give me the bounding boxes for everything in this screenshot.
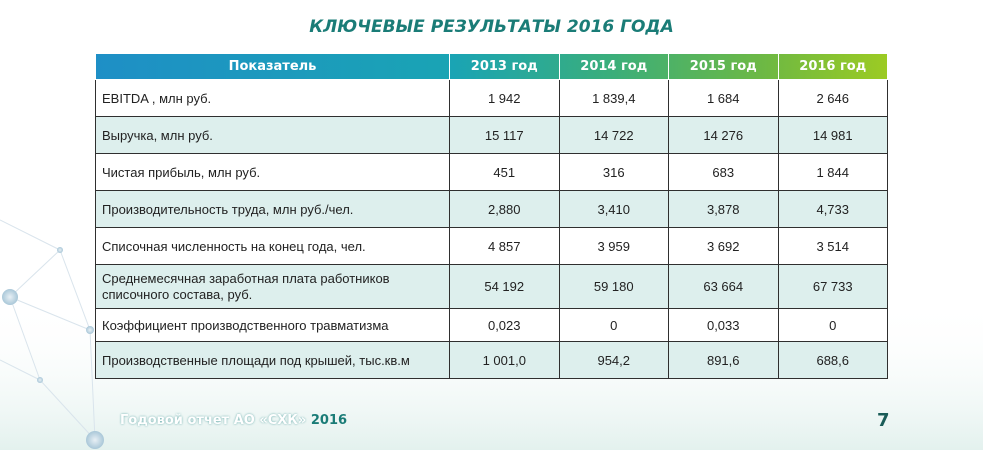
- cell-value: 2 646: [778, 80, 888, 117]
- cell-value: 0: [778, 309, 888, 342]
- row-label: Производственные площади под крышей, тыс.кв.м: [96, 342, 450, 379]
- cell-value: 1 844: [778, 154, 888, 191]
- header-2014: 2014 год: [559, 54, 669, 80]
- table-row: [96, 154, 888, 191]
- cell-value: 451: [450, 154, 560, 191]
- cell-value: 59 180: [559, 265, 669, 309]
- cell-value: 14 276: [669, 117, 779, 154]
- row-label: Списочная численность на конец года, чел.: [96, 228, 450, 265]
- table-row: [96, 117, 888, 154]
- table-row: [96, 80, 888, 117]
- footer-report-title: [120, 413, 347, 428]
- row-label: Среднемесячная заработная плата работников списочного состава, руб.: [96, 265, 450, 309]
- cell-value: 891,6: [669, 342, 779, 379]
- cell-value: 3,410: [559, 191, 669, 228]
- cell-value: 14 981: [778, 117, 888, 154]
- cell-value: 1 684: [669, 80, 779, 117]
- cell-value: 954,2: [559, 342, 669, 379]
- cell-value: 3,878: [669, 191, 779, 228]
- cell-value: 54 192: [450, 265, 560, 309]
- header-2015: 2015 год: [669, 54, 779, 80]
- cell-value: 683: [669, 154, 779, 191]
- network-node: [37, 377, 43, 383]
- cell-value: 688,6: [778, 342, 888, 379]
- cell-value: 3 514: [778, 228, 888, 265]
- network-node: [86, 431, 104, 449]
- row-label: Коэффициент производственного травматизма: [96, 309, 450, 342]
- row-label: Производительность труда, млн руб./чел.: [96, 191, 450, 228]
- cell-value: 4 857: [450, 228, 560, 265]
- footer-year: 2016: [310, 413, 348, 428]
- network-node: [57, 247, 63, 253]
- cell-value: 4,733: [778, 191, 888, 228]
- table-row: [96, 342, 888, 379]
- footer-text: Годовой отчет АО «СХК»: [120, 413, 307, 428]
- cell-value: 1 942: [450, 80, 560, 117]
- page-number: 7: [877, 410, 890, 431]
- header-indicator: Показатель: [96, 54, 450, 80]
- page-title: КЛЮЧЕВЫЕ РЕЗУЛЬТАТЫ 2016 ГОДА: [309, 17, 674, 37]
- key-results-table: [95, 53, 888, 379]
- cell-value: 0,033: [669, 309, 779, 342]
- header-2013: 2013 год: [450, 54, 560, 80]
- cell-value: 15 117: [450, 117, 560, 154]
- cell-value: 1 001,0: [450, 342, 560, 379]
- cell-value: 1 839,4: [559, 80, 669, 117]
- network-node: [86, 326, 94, 334]
- cell-value: 67 733: [778, 265, 888, 309]
- cell-value: 0,023: [450, 309, 560, 342]
- cell-value: 316: [559, 154, 669, 191]
- cell-value: 0: [559, 309, 669, 342]
- network-node: [2, 289, 18, 305]
- cell-value: 3 692: [669, 228, 779, 265]
- cell-value: 63 664: [669, 265, 779, 309]
- table-header-row: [96, 54, 888, 80]
- row-label: EBITDA , млн руб.: [96, 80, 450, 117]
- cell-value: 2,880: [450, 191, 560, 228]
- cell-value: 3 959: [559, 228, 669, 265]
- table-row: [96, 228, 888, 265]
- header-2016: 2016 год: [778, 54, 888, 80]
- table-row: [96, 191, 888, 228]
- cell-value: 14 722: [559, 117, 669, 154]
- table-row: [96, 309, 888, 342]
- row-label: Выручка, млн руб.: [96, 117, 450, 154]
- row-label: Чистая прибыль, млн руб.: [96, 154, 450, 191]
- table-row: [96, 265, 888, 309]
